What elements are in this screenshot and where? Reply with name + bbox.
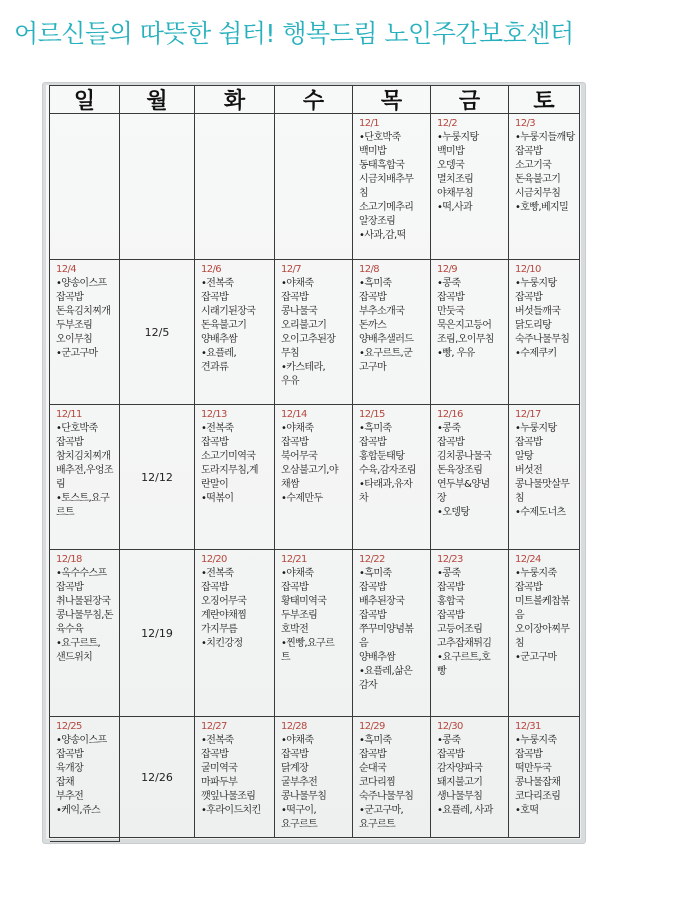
week-label: 12/26 — [120, 717, 195, 838]
menu-item: •요구르트, — [56, 638, 101, 649]
menu-item: 김치콩나물국 — [437, 451, 492, 462]
menu-item: 잡채 — [56, 777, 75, 788]
menu-item: 북어무국 — [281, 451, 318, 462]
menu-item: 취나물된장국 — [56, 596, 111, 607]
menu-item: 굴부추전 — [281, 777, 318, 788]
header-day-1: 월 — [120, 86, 195, 114]
menu-item: 잡곡밥 — [281, 292, 309, 303]
menu-item: •양송이스프 — [56, 735, 107, 746]
menu-item: 백미밥 — [437, 146, 465, 157]
menu-item: 배추된장국 — [359, 596, 405, 607]
day-cell-wed — [353, 717, 431, 838]
day-date: 12/4 — [56, 264, 77, 275]
menu-item: •콩죽 — [437, 735, 461, 746]
menu-item: •요플레,삶은 — [359, 666, 413, 677]
menu-item: •타래과,유자 — [359, 479, 413, 490]
menu-item: 오징어무국 — [201, 596, 247, 607]
menu-item: •단호박죽 — [359, 132, 401, 143]
header-day-6: 토 — [509, 86, 580, 114]
day-date: 12/9 — [437, 264, 458, 275]
menu-item: 잡곡밥 — [359, 292, 387, 303]
menu-item: 버섯전 — [515, 465, 543, 476]
menu-item: 채쌈 — [281, 479, 300, 490]
menu-item: 돈육불고기 — [515, 174, 561, 185]
menu-item: 부추전 — [56, 791, 84, 802]
menu-item: 참치김치찌개 — [56, 451, 111, 462]
menu-item: 알탕 — [515, 451, 534, 462]
menu-item: 콩나물무침,돈 — [56, 610, 113, 621]
menu-item: 콩나물무침 — [281, 791, 327, 802]
day-cell-fri — [431, 114, 509, 260]
menu-item: 홍합둔태탕 — [359, 451, 405, 462]
menu-item: 돈육불고기 — [201, 320, 247, 331]
day-date: 12/7 — [281, 264, 302, 275]
menu-item: 백미밥 — [359, 146, 387, 157]
menu-item: 소고기메추리 — [359, 202, 414, 213]
menu-item: 묵은지고등어 — [437, 320, 492, 331]
menu-item: •수제쿠키 — [515, 348, 557, 359]
day-cell-sat — [50, 717, 120, 838]
menu-item: 육수육 — [56, 624, 84, 635]
week-label: 12/19 — [120, 550, 195, 717]
header-day-4: 목 — [353, 86, 431, 114]
menu-item: 잡곡밥 — [56, 749, 84, 760]
day-cell-fri — [509, 405, 580, 550]
menu-item: •케익,쥬스 — [56, 805, 101, 816]
day-cell-mon — [120, 114, 195, 260]
menu-item: •흑미죽 — [359, 735, 392, 746]
week-label: 12/5 — [120, 260, 195, 405]
day-date: 12/27 — [201, 721, 227, 732]
menu-item: •빵, 우유 — [437, 348, 475, 359]
menu-item: 음 — [515, 610, 525, 621]
menu-item: 가지무름 — [201, 624, 238, 635]
menu-item: 계란야채찜 — [201, 610, 247, 621]
menu-item: •흑미죽 — [359, 278, 392, 289]
day-date: 12/24 — [515, 554, 541, 565]
menu-item: •카스테라, — [281, 362, 326, 373]
menu-item: 오삼불고기,야 — [281, 465, 338, 476]
menu-item: •떡,사과 — [437, 202, 473, 213]
day-date: 12/11 — [56, 409, 82, 420]
menu-item: 깻잎나물조림 — [201, 791, 256, 802]
menu-item: •수제도너츠 — [515, 507, 566, 518]
day-cell-tue — [275, 717, 353, 838]
day-date: 12/3 — [515, 118, 536, 129]
day-cell-tue — [275, 405, 353, 550]
menu-item: 콩나물잡채 — [515, 777, 561, 788]
menu-item: 두부조림 — [281, 610, 318, 621]
menu-item: 코다리찜 — [359, 777, 396, 788]
day-date: 12/25 — [56, 721, 82, 732]
menu-item: 침 — [359, 188, 369, 199]
menu-item: 고추잡채튀김 — [437, 638, 492, 649]
menu-item: •콩죽 — [437, 278, 461, 289]
menu-item: 돼지불고기 — [437, 777, 483, 788]
menu-item: •양송이스프 — [56, 278, 107, 289]
menu-item: 콩나물맛살무 — [515, 479, 570, 490]
menu-item: 오이무침 — [56, 334, 93, 345]
day-cell-tue — [275, 260, 353, 405]
menu-item: 빵 — [437, 666, 447, 677]
menu-item: 오리불고기 — [281, 320, 327, 331]
menu-item: 요구르트 — [281, 819, 318, 830]
day-cell-sat — [50, 838, 120, 842]
menu-item: 육개장 — [56, 763, 84, 774]
menu-item: 잡곡밥 — [437, 292, 465, 303]
menu-item: •야채죽 — [281, 568, 314, 579]
menu-item: 란말이 — [201, 479, 229, 490]
menu-item: •전복죽 — [201, 278, 234, 289]
menu-item: 고구마 — [359, 362, 387, 373]
menu-item: 잡곡밥 — [281, 437, 309, 448]
menu-item: •누룽지죽 — [515, 735, 557, 746]
menu-item: 잡곡밥 — [437, 749, 465, 760]
menu-item: 잡곡밥 — [359, 610, 387, 621]
menu-item: •찐빵,요구르 — [281, 638, 335, 649]
menu-item: •야채죽 — [281, 735, 314, 746]
menu-item: 숙주나물무침 — [515, 334, 570, 345]
menu-item: 잡곡밥 — [201, 292, 229, 303]
menu-item: 잡곡밥 — [201, 437, 229, 448]
menu-item: •옥수수스프 — [56, 568, 107, 579]
day-cell-mon — [195, 405, 275, 550]
menu-item: •요구르트,호 — [437, 652, 491, 663]
day-cell-fri — [509, 260, 580, 405]
day-cell-tue — [275, 550, 353, 717]
menu-item: 잡곡밥 — [515, 146, 543, 157]
menu-item: •사과,감,떡 — [359, 230, 406, 241]
day-date: 12/21 — [281, 554, 307, 565]
menu-item: 숙주나물무침 — [359, 791, 414, 802]
menu-item: 마파두부 — [201, 777, 238, 788]
week-label — [50, 114, 120, 260]
menu-item: •요구르트,군 — [359, 348, 413, 359]
menu-item: 순대국 — [359, 763, 387, 774]
week-label: 12/12 — [120, 405, 195, 550]
day-cell-fri — [509, 550, 580, 717]
day-cell-mon — [195, 717, 275, 838]
menu-item: 두부조림 — [56, 320, 93, 331]
menu-item: •전복죽 — [201, 735, 234, 746]
day-date: 12/23 — [437, 554, 463, 565]
menu-item: •전복죽 — [201, 423, 234, 434]
menu-item: 야채무침 — [437, 188, 474, 199]
menu-item: •군고구마, — [359, 805, 404, 816]
day-date: 12/31 — [515, 721, 541, 732]
menu-item: 침 — [515, 638, 525, 649]
menu-item: •누룽지탕 — [515, 423, 557, 434]
menu-item: 고등어조림 — [437, 624, 483, 635]
day-cell-wed — [353, 260, 431, 405]
header-day-5: 금 — [431, 86, 509, 114]
menu-item: •수제만두 — [281, 493, 323, 504]
menu-item: 생나물무침 — [437, 791, 483, 802]
menu-item: 무침 — [281, 348, 300, 359]
menu-calendar-table — [49, 85, 580, 838]
menu-item: 양배추샐러드 — [359, 334, 414, 345]
day-cell-fri — [509, 717, 580, 838]
menu-item: 멸치조림 — [437, 174, 474, 185]
menu-item: 견과류 — [201, 362, 229, 373]
menu-item: •군고구마 — [56, 348, 98, 359]
menu-item: 돈육장조림 — [437, 465, 483, 476]
menu-item: •누룽지탕 — [515, 278, 557, 289]
day-date: 12/18 — [56, 554, 82, 565]
day-cell-wed — [353, 550, 431, 717]
menu-item: •야채죽 — [281, 423, 314, 434]
day-cell-wed — [353, 405, 431, 550]
header-day-2: 화 — [195, 86, 275, 114]
menu-item: •야채죽 — [281, 278, 314, 289]
menu-item: 잡곡밥 — [359, 437, 387, 448]
menu-item: 트 — [281, 652, 291, 663]
day-date: 12/28 — [281, 721, 307, 732]
menu-item: 황태미역국 — [281, 596, 327, 607]
day-cell-thu — [431, 717, 509, 838]
menu-item: 오이장아찌무 — [515, 624, 570, 635]
menu-item: •떡구이, — [281, 805, 317, 816]
day-cell-sat — [50, 405, 120, 550]
menu-item: 잡곡밥 — [56, 292, 84, 303]
menu-item: •요플레, — [201, 348, 237, 359]
menu-item: 돈까스 — [359, 320, 387, 331]
day-cell-mon — [195, 550, 275, 717]
day-cell-mon — [195, 260, 275, 405]
day-date: 12/8 — [359, 264, 380, 275]
menu-item: 잡곡밥 — [56, 582, 84, 593]
day-date: 12/20 — [201, 554, 227, 565]
menu-item: 양배추쌈 — [359, 652, 396, 663]
day-date: 12/10 — [515, 264, 541, 275]
menu-item: 잡곡밥 — [201, 582, 229, 593]
menu-item: •흑미죽 — [359, 568, 392, 579]
day-date: 12/22 — [359, 554, 385, 565]
menu-item: •누룽지들깨탕 — [515, 132, 575, 143]
menu-item: 소고기국 — [515, 160, 552, 171]
menu-photo — [43, 83, 585, 843]
menu-item: 양배추쌈 — [201, 334, 238, 345]
menu-item: 잡곡밥 — [281, 749, 309, 760]
menu-item: 감자 — [359, 680, 378, 691]
day-cell-sat — [509, 114, 580, 260]
menu-item: •누룽지죽 — [515, 568, 557, 579]
menu-item: 굴미역국 — [201, 763, 238, 774]
day-date: 12/14 — [281, 409, 307, 420]
menu-item: 르트 — [56, 507, 75, 518]
menu-item: 시금치무침 — [515, 188, 561, 199]
header-day-0: 일 — [50, 86, 120, 114]
menu-item: 조림,오이무침 — [437, 334, 494, 345]
menu-item: 샌드위치 — [56, 652, 93, 663]
menu-item: 잡곡밥 — [515, 292, 543, 303]
menu-item: 떡만두국 — [515, 763, 552, 774]
menu-item: 감자양파국 — [437, 763, 483, 774]
day-date: 12/29 — [359, 721, 385, 732]
day-cell-thu — [431, 550, 509, 717]
menu-item: 부추소개국 — [359, 306, 405, 317]
day-date: 12/30 — [437, 721, 463, 732]
menu-item: 홍합국 — [437, 596, 465, 607]
menu-item: 미트볼케찹볶 — [515, 596, 570, 607]
menu-item: 잡곡밥 — [281, 582, 309, 593]
menu-item: 코다리조림 — [515, 791, 561, 802]
menu-item: 버섯들깨국 — [515, 306, 561, 317]
menu-item: 잡곡밥 — [437, 582, 465, 593]
menu-paper — [46, 85, 581, 839]
menu-item: •군고구마 — [515, 652, 557, 663]
menu-item: 도라지무침,계 — [201, 465, 258, 476]
menu-item: 소고기미역국 — [201, 451, 256, 462]
menu-item: •호빵,베지밀 — [515, 202, 569, 213]
menu-item: 음 — [359, 638, 369, 649]
day-date: 12/1 — [359, 118, 380, 129]
day-cell-thu — [353, 114, 431, 260]
menu-item: 만둣국 — [437, 306, 465, 317]
menu-item: 오이고추된장 — [281, 334, 336, 345]
menu-item: 잡곡밥 — [56, 437, 84, 448]
menu-item: 잡곡밥 — [437, 610, 465, 621]
menu-item: •누룽지탕 — [437, 132, 479, 143]
menu-item: 쭈꾸미양념볶 — [359, 624, 414, 635]
menu-item: 오뎅국 — [437, 160, 465, 171]
menu-item: 림 — [56, 479, 66, 490]
menu-item: 연두부&양념 — [437, 479, 490, 490]
menu-item: 시래기된장국 — [201, 306, 256, 317]
menu-item: 호박전 — [281, 624, 309, 635]
menu-item: 닭도리탕 — [515, 320, 552, 331]
day-cell-tue — [195, 114, 275, 260]
menu-item: •후라이드치킨 — [201, 805, 261, 816]
menu-item: 잡곡밥 — [515, 749, 543, 760]
day-date: 12/17 — [515, 409, 541, 420]
menu-item: 시금치배추무 — [359, 174, 414, 185]
menu-item: •흑미죽 — [359, 423, 392, 434]
menu-item: 잡곡밥 — [359, 582, 387, 593]
menu-item: •호떡 — [515, 805, 539, 816]
menu-item: 잡곡밥 — [359, 749, 387, 760]
menu-item: •토스트,요구 — [56, 493, 110, 504]
day-cell-sat — [50, 550, 120, 717]
menu-item: •전복죽 — [201, 568, 234, 579]
menu-item: 우유 — [281, 376, 300, 387]
day-cell-wed — [275, 114, 353, 260]
header-day-3: 수 — [275, 86, 353, 114]
menu-item: •콩죽 — [437, 423, 461, 434]
day-cell-thu — [431, 260, 509, 405]
menu-item: 잡곡밥 — [201, 749, 229, 760]
menu-item: 잡곡밥 — [437, 437, 465, 448]
menu-item: •오뎅탕 — [437, 507, 470, 518]
menu-item: 잡곡밥 — [515, 582, 543, 593]
menu-item: •요플레, 사과 — [437, 805, 493, 816]
menu-item: 침 — [515, 493, 525, 504]
menu-item: 수육,감자조림 — [359, 465, 416, 476]
menu-item: •단호박죽 — [56, 423, 98, 434]
menu-item: •치킨강정 — [201, 638, 243, 649]
day-date: 12/6 — [201, 264, 222, 275]
menu-item: 배추전,우엉조 — [56, 465, 113, 476]
day-cell-undefined — [50, 260, 120, 405]
day-date: 12/13 — [201, 409, 227, 420]
menu-item: 요구르트 — [359, 819, 396, 830]
menu-item: 콩나물국 — [281, 306, 318, 317]
page-title: 어르신들의 따뜻한 쉼터! 행복드림 노인주간보호센터 — [14, 19, 574, 48]
menu-item: •떡볶이 — [201, 493, 234, 504]
menu-item: 돈육김치찌개 — [56, 306, 111, 317]
menu-item: 닭계장 — [281, 763, 309, 774]
day-date: 12/2 — [437, 118, 458, 129]
day-date: 12/16 — [437, 409, 463, 420]
menu-item: 잡곡밥 — [515, 437, 543, 448]
day-date: 12/15 — [359, 409, 385, 420]
menu-item: 동태흑합국 — [359, 160, 405, 171]
menu-item: 알장조림 — [359, 216, 396, 227]
day-cell-thu — [431, 405, 509, 550]
menu-item: 차 — [359, 493, 369, 504]
menu-item: 장 — [437, 493, 447, 504]
menu-item: •콩죽 — [437, 568, 461, 579]
